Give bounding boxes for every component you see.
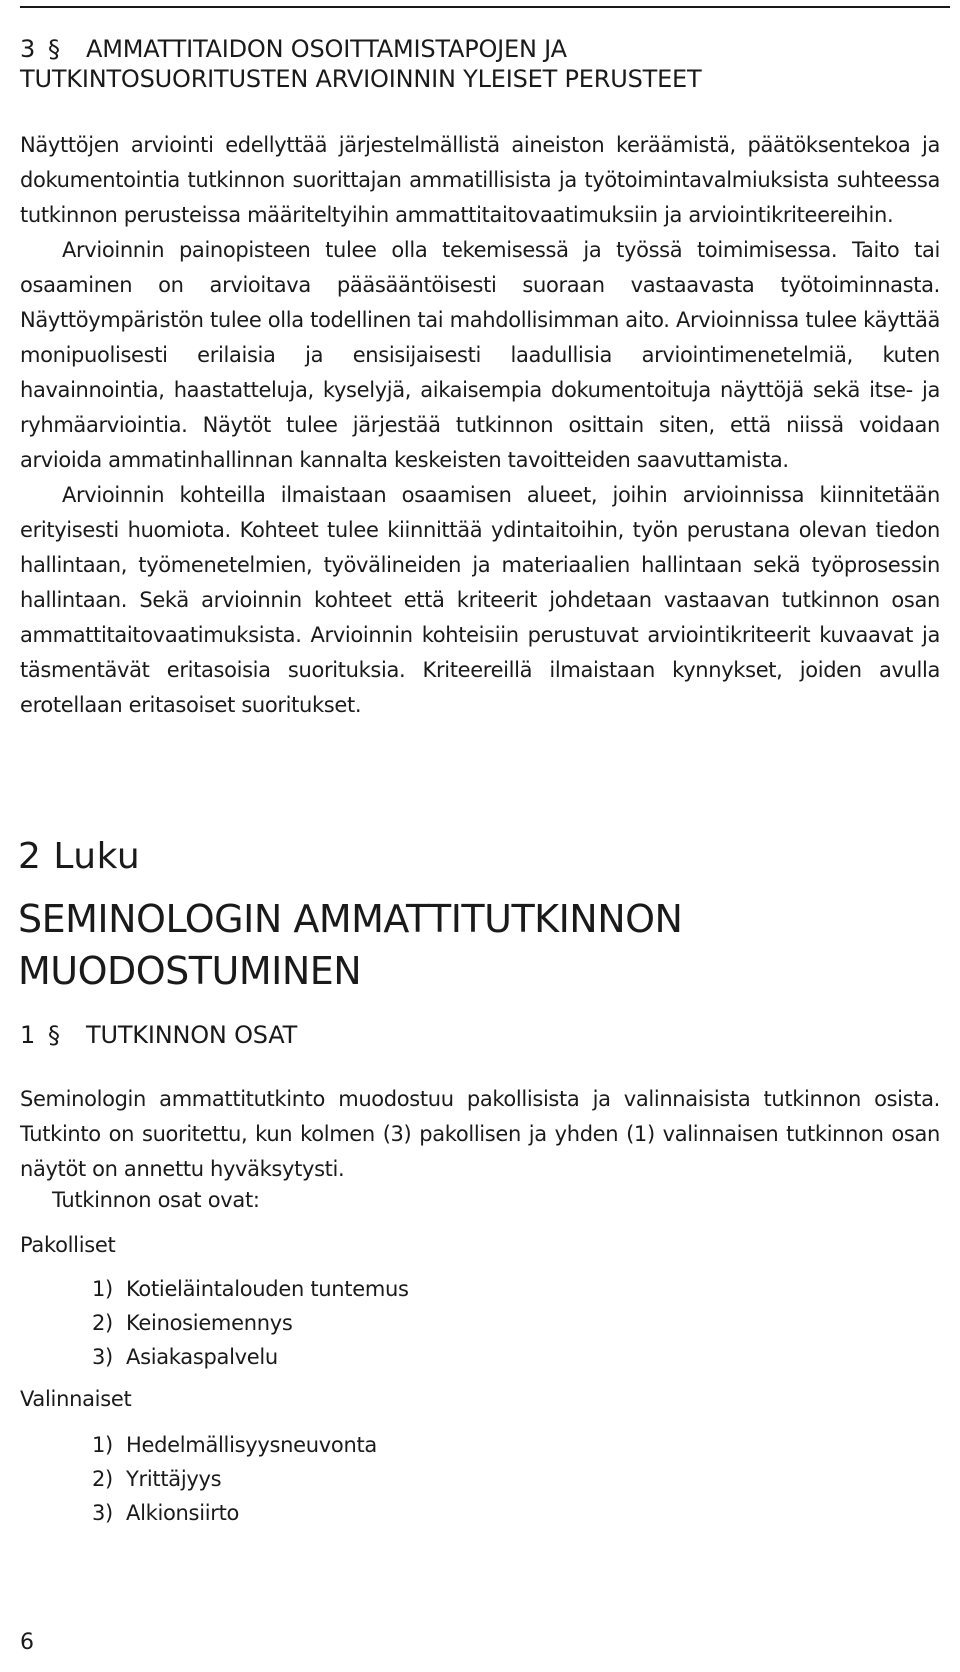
paragraph: Seminologin ammattitutkinto muodostuu pakollisista ja valinnaisista tutkinnon osista. Tutkinto on suoritettu, kun kolmen (3) pakollisen ja yhden (1) valinnaisen tutkinnon osan näytöt on annettu hyväksytysti.	[20, 1087, 940, 1181]
section-number: 1	[20, 1021, 36, 1049]
list-item: 1) Kotieläintalouden tuntemus	[92, 1277, 409, 1301]
optional-heading: Valinnaiset	[20, 1387, 132, 1411]
paragraph: Näyttöjen arviointi edellyttää järjestelmällistä aineiston keräämistä, päätöksentekoa ja dokumentointia tutkinnon suorittajan ammatillisista ja työtoimintavalmiuksista suhteessa tutkinnon perusteissa määriteltyihin ammattitaitovaatimuksiin ja arviointikriteereihin.	[20, 133, 940, 227]
chapter-title-line1: SEMINOLOGIN AMMATTITUTKINNON	[18, 897, 683, 941]
chapter-title	[18, 893, 948, 997]
chapter-title-line2: MUODOSTUMINEN	[18, 949, 362, 993]
page-number: 6	[20, 1630, 34, 1655]
section-3-body	[20, 128, 940, 723]
section-1-heading	[20, 1020, 297, 1050]
section-1-body	[20, 1082, 940, 1187]
section-title: TUTKINNON OSAT	[86, 1021, 298, 1049]
optional-list	[92, 1428, 377, 1530]
parts-intro: Tutkinnon osat ovat:	[52, 1188, 260, 1212]
section-symbol: §	[48, 1021, 60, 1049]
paragraph: Arvioinnin kohteilla ilmaistaan osaamisen alueet, joihin arvioinnissa kiinnitetään erityisesti huomiota. Kohteet tulee kiinnittää ydintaitoihin, työn perustana olevan tiedon hallintaan, työmenetelmien, työvälineiden ja materiaalien hallintaan sekä työprosessin hallintaan. Sekä arvioinnin kohteet että kriteerit johdetaan vastaavan tutkinnon osan ammattitaitovaatimuksista. Arvioinnin kohteisiin perustuvat arviointikriteerit kuvaavat ja täsmentävät eritasoisia suorituksia. Kriteereillä ilmaistaan kynnykset, joiden avulla erotellaan eritasoiset suoritukset.	[20, 483, 940, 717]
section-number: 3	[20, 35, 36, 63]
list-item: 2) Yrittäjyys	[92, 1467, 222, 1491]
section-symbol: §	[48, 35, 60, 63]
section-title-line1: AMMATTITAIDON OSOITTAMISTAPOJEN JA	[86, 35, 567, 63]
mandatory-heading: Pakolliset	[20, 1233, 116, 1257]
list-item: 3) Asiakaspalvelu	[92, 1345, 278, 1369]
list-item: 2) Keinosiemennys	[92, 1311, 293, 1335]
top-rule	[20, 6, 950, 8]
list-item: 3) Alkionsiirto	[92, 1501, 240, 1525]
list-item: 1) Hedelmällisyysneuvonta	[92, 1433, 377, 1457]
chapter-label: 2 Luku	[18, 836, 141, 877]
paragraph: Arvioinnin painopisteen tulee olla tekemisessä ja työssä toimimisessa. Taito tai osaaminen on arvioitava pääsääntöisesti suoraan vastaavasta työtoiminnasta. Näyttöympäristön tulee olla todellinen tai mahdollisimman aito. Arvioinnissa tulee käyttää monipuolisesti erilaisia ja ensisijaisesti laadullisia arviointimenetelmiä, kuten havainnointia, haastatteluja, kyselyjä, aikaisempia dokumentoituja näyttöjä sekä itse- ja ryhmäarviointia. Näytöt tulee järjestää tutkinnon osittain siten, että niissä voidaan arvioida ammatinhallinnan kannalta keskeisten tavoitteiden saavuttamista.	[20, 238, 940, 472]
section-3-heading	[20, 34, 701, 94]
mandatory-list	[92, 1272, 409, 1374]
section-title-line2: TUTKINTOSUORITUSTEN ARVIOINNIN YLEISET PERUSTEET	[20, 65, 702, 93]
